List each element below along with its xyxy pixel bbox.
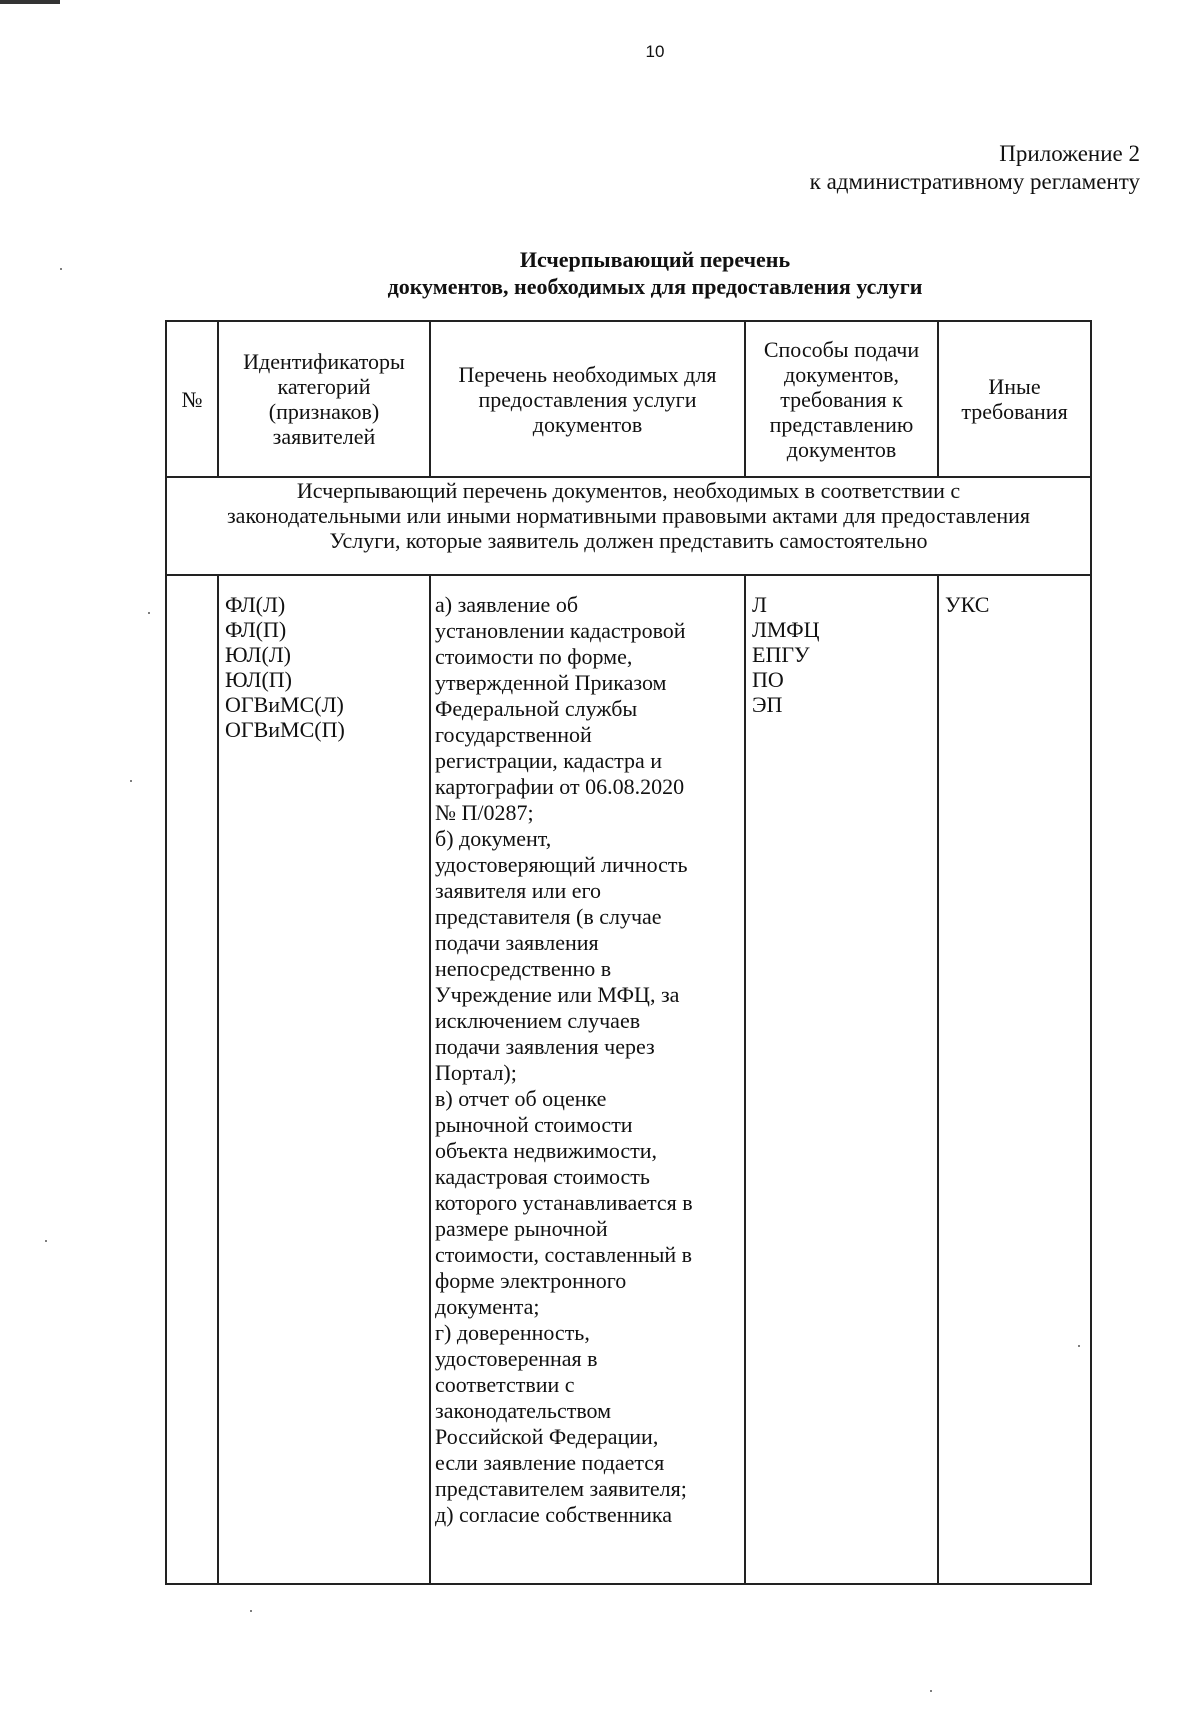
document-line: представителем заявителя; <box>435 1476 687 1501</box>
section-title-line: Исчерпывающий перечень документов, необходимых в соответствии с <box>296 478 961 503</box>
header-identifiers <box>218 321 430 477</box>
method-code: ЛМФЦ <box>752 617 820 642</box>
header-number: № <box>166 321 218 477</box>
document-line: утвержденной Приказом <box>435 670 667 695</box>
header-line: требования к <box>780 386 903 412</box>
header-line: документов <box>532 411 643 437</box>
document-line: Портал); <box>435 1060 517 1085</box>
scan-speck <box>148 612 150 614</box>
page-number: 10 <box>645 42 665 61</box>
header-line: Способы подачи <box>763 336 920 362</box>
document-line: исключением случаев <box>435 1008 641 1033</box>
document-line: установлении кадастровой <box>435 618 686 643</box>
method-code: ЭП <box>752 692 783 717</box>
document-line: удостоверенная в <box>435 1346 598 1371</box>
document-line: а) заявление об <box>435 592 579 617</box>
header-line: представлению <box>769 411 914 437</box>
row-number-cell <box>166 575 218 1584</box>
header-line: категорий <box>277 374 371 399</box>
header-line: Идентификаторы <box>243 349 405 374</box>
document-line: представителя (в случае <box>435 904 662 929</box>
document-line: если заявление подается <box>435 1450 665 1475</box>
applicants-cell <box>218 575 430 1584</box>
document-line: картографии от 06.08.2020 <box>435 774 685 799</box>
document-line: кадастровая стоимость <box>435 1164 650 1189</box>
header-line: Иные <box>988 374 1041 399</box>
document-line: подачи заявления <box>435 930 599 955</box>
table-row <box>166 575 1091 1584</box>
title-line-1: Исчерпывающий перечень <box>519 247 791 272</box>
scan-speck <box>60 268 62 270</box>
document-line: рыночной стоимости <box>435 1112 633 1137</box>
document-line: Федеральной службы <box>435 696 638 721</box>
applicant-code: ФЛ(Л) <box>225 592 286 617</box>
document-line: объекта недвижимости, <box>435 1138 658 1163</box>
appendix-line-2: к административному регламенту <box>809 169 1140 194</box>
table-header-row <box>166 321 1091 477</box>
document-line: Российской Федерации, <box>435 1424 659 1449</box>
documents-cell <box>430 575 745 1584</box>
documents-table <box>165 320 1092 1585</box>
document-line: документа; <box>435 1294 540 1319</box>
document-line: стоимости по форме, <box>435 644 633 669</box>
scan-speck <box>45 1240 47 1242</box>
document-line: Учреждение или МФЦ, за <box>435 982 680 1007</box>
title-line-2: документов, необходимых для предоставления услуги <box>387 274 923 299</box>
appendix-line-1: Приложение 2 <box>999 141 1140 166</box>
header-line: документов, <box>784 361 899 387</box>
document-line: размере рыночной <box>435 1216 608 1241</box>
document-line: заявителя или его <box>435 878 601 903</box>
other-requirements-cell: УКС <box>938 575 1091 1584</box>
document-line: б) документ, <box>435 826 552 851</box>
applicant-code: ОГВиМС(Л) <box>225 692 344 717</box>
document-line: законодательством <box>435 1398 612 1423</box>
method-code: ПО <box>752 667 784 692</box>
document-line: подачи заявления через <box>435 1034 655 1059</box>
scan-edge-mark <box>0 0 60 4</box>
header-documents <box>430 321 745 477</box>
applicant-code: ЮЛ(П) <box>225 667 292 692</box>
document-line: в) отчет об оценке <box>435 1086 607 1111</box>
document-line: соответствии с <box>435 1372 575 1397</box>
scan-speck <box>930 1690 932 1692</box>
document-line: № П/0287; <box>435 800 534 825</box>
appendix-note <box>810 140 1140 196</box>
document-line: которого устанавливается в <box>435 1190 693 1215</box>
header-line: требования <box>961 399 1068 424</box>
header-line: заявителей <box>272 424 376 449</box>
document-line: форме электронного <box>435 1268 627 1293</box>
document-line: непосредственно в <box>435 956 612 981</box>
scan-speck <box>130 780 132 782</box>
header-line: (признаков) <box>268 399 380 424</box>
section-title-row <box>166 477 1091 575</box>
methods-cell <box>745 575 938 1584</box>
document-line: стоимости, составленный в <box>435 1242 693 1267</box>
applicant-code: ОГВиМС(П) <box>225 717 345 742</box>
document-line: д) согласие собственника <box>435 1502 673 1527</box>
header-line: Перечень необходимых для <box>458 361 717 387</box>
method-code: ЕПГУ <box>752 642 810 667</box>
section-title-line: Услуги, которые заявитель должен представить самостоятельно <box>329 528 928 553</box>
scan-speck <box>250 1610 252 1612</box>
applicant-code: ЮЛ(Л) <box>225 642 292 667</box>
document-title <box>0 246 1200 300</box>
applicant-code: ФЛ(П) <box>225 617 287 642</box>
scan-speck <box>1078 1345 1080 1347</box>
header-line: документов <box>786 436 897 462</box>
method-code: Л <box>752 592 767 617</box>
document-line: г) доверенность, <box>435 1320 590 1345</box>
header-other <box>938 321 1091 477</box>
header-methods <box>745 321 938 477</box>
header-line: предоставления услуги <box>478 386 697 412</box>
document-line: государственной <box>435 722 592 747</box>
document-line: регистрации, кадастра и <box>435 748 663 773</box>
document-line: удостоверяющий личность <box>435 852 688 877</box>
section-title-cell <box>166 477 1091 575</box>
section-title-line: законодательными или иными нормативными правовыми актами для предоставления <box>226 503 1031 528</box>
